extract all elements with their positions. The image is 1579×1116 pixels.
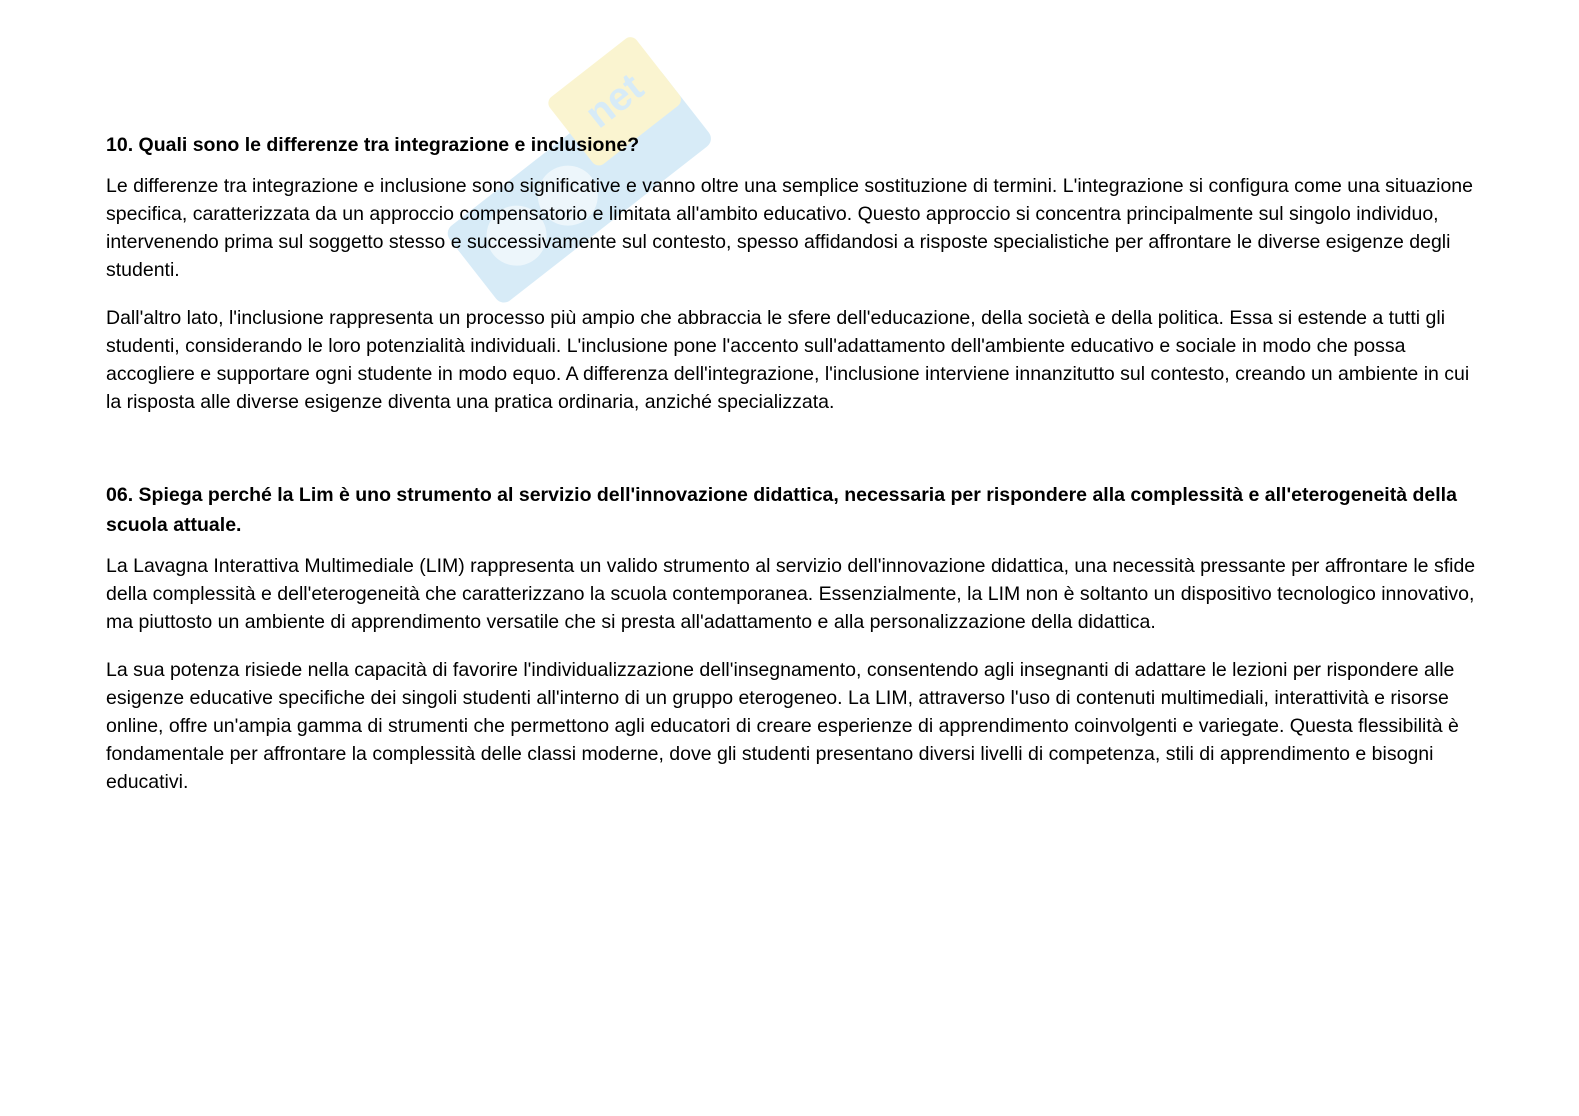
answer-paragraph: La sua potenza risiede nella capacità di favorire l'individualizzazione dell'insegnamento, consentendo agli insegnanti di adattare le lezioni per rispondere alle esigenze educative specifiche dei singoli studenti all'interno di un gruppo eterogeneo. La LIM, attraverso l'uso di contenuti multimediali, interattività e risorse online, offre un'ampia gamma di strumenti che permettono agli educatori di creare esperienze di apprendimento coinvolgenti e variegate. Questa flessibilità è fondamentale per affrontare la complessità delle classi moderne, dove gli studenti presentano diversi livelli di competenza, stili di apprendimento e bisogni educativi. (106, 659, 1459, 793)
answer-paragraph: La Lavagna Interattiva Multimediale (LIM) rappresenta un valido strumento al servizio dell'innovazione didattica, una necessità pressante per affrontare le sfide della complessità e dell'eterogeneità che caratterizzano la scuola contemporanea. Essenzialmente, la LIM non è soltanto un dispositivo tecnologico innovativo, ma piuttosto un ambiente di apprendimento versatile che si presta all'adattamento e alla personalizzazione della didattica. (106, 555, 1476, 633)
answer-paragraph: Dall'altro lato, l'inclusione rappresenta un processo più ampio che abbraccia le sfere dell'educazione, della società e della politica. Essa si estende a tutti gli studenti, considerando le loro potenzialità individuali. L'inclusione pone l'accento sull'adattamento dell'ambiente educativo e sociale in modo che possa accogliere e supportare ogni studente in modo equo. A differenza dell'integrazione, l'inclusione interviene innanzitutto sul contesto, creando un ambiente in cui la risposta alle diverse esigenze diventa una pratica ordinaria, anziché specializzata. (106, 307, 1470, 413)
watermark-logo-text: net (577, 65, 652, 137)
question-heading: 06. Spiega perché la Lim è uno strumento al servizio dell'innovazione didattica, necessaria per rispondere alla complessità e all'eterogeneità della scuola attuale. (106, 484, 1457, 536)
document-content (106, 130, 1476, 816)
answer-paragraph: Le differenze tra integrazione e inclusione sono significative e vanno oltre una semplice sostituzione di termini. L'integrazione si configura come una situazione specifica, caratterizzata da un approccio compensatorio e limitata all'ambito educativo. Questo approccio si concentra principalmente sul singolo individuo, intervenendo prima sul soggetto stesso e successivamente sul contesto, spesso affidandosi a risposte specialistiche per affrontare le diverse esigenze degli studenti. (106, 175, 1473, 281)
question-heading: 10. Quali sono le differenze tra integrazione e inclusione? (106, 134, 640, 156)
question-section-06 (106, 480, 1476, 796)
question-section-10 (106, 130, 1476, 416)
